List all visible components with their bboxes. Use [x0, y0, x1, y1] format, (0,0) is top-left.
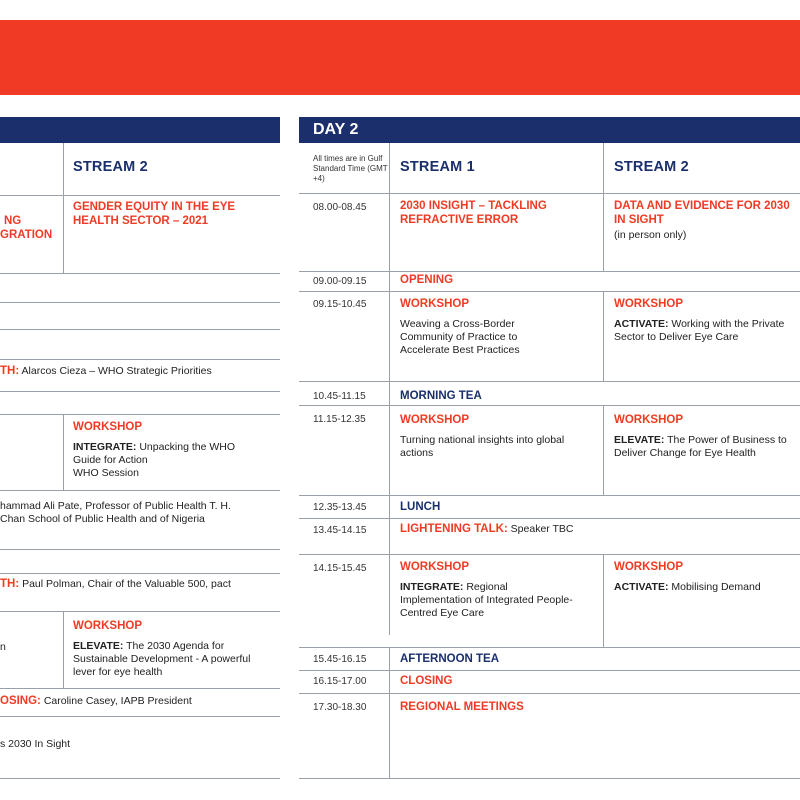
- time-1730: 17.30-18.30: [313, 702, 367, 713]
- r8-s2-text: ACTIVATE: Mobilising Demand: [614, 581, 761, 593]
- day1-stream2-header: STREAM 2: [73, 159, 148, 175]
- r5-s2-text: ELEVATE: The Power of Business to Deliver Change for Eye Health: [614, 434, 787, 459]
- session-2030-insight: 2030 INSIGHT – TACKLING REFRACTIVE ERROR: [400, 200, 547, 226]
- day2-stream1-header: STREAM 1: [400, 159, 475, 175]
- time-1235: 12.35-13.45: [313, 502, 367, 513]
- r3-s2-text: ACTIVATE: Working with the Private Sector to Deliver Eye Care: [614, 318, 785, 343]
- time-1115: 11.15-12.35: [313, 414, 366, 425]
- day1-stream2-title: GENDER EQUITY IN THE EYE HEALTH SECTOR – 2021: [73, 201, 236, 227]
- time-1545: 15.45-16.15: [313, 654, 367, 665]
- r8-s1-label: WORKSHOP: [400, 561, 469, 573]
- day1-keynote2: hammad Ali Pate, Professor of Public Health T. H. Chan School of Public Health and of Nigeria: [0, 500, 231, 525]
- time-0900: 09.00-09.15: [313, 276, 367, 287]
- time-1415: 14.15-15.45: [313, 563, 367, 574]
- session-lightening-talk: LIGHTENING TALK: Speaker TBC: [400, 523, 574, 535]
- day1-header-bar: [0, 117, 280, 143]
- day1-final: s 2030 In Sight: [0, 738, 71, 750]
- day2-header-bar: [299, 117, 800, 143]
- time-0800: 08.00-08.45: [313, 202, 367, 213]
- r8-s1-text: INTEGRATE: Regional Implementation of Integrated People-Centred Eye Care: [400, 581, 573, 619]
- header-banner: [0, 20, 800, 95]
- day1-workshop2-text: ELEVATE: The 2030 Agenda for Sustainable Development - A powerful lever for eye health: [73, 640, 251, 678]
- session-regional-meetings: REGIONAL MEETINGS: [400, 701, 524, 713]
- r8-s2-label: WORKSHOP: [614, 561, 683, 573]
- r3-s1-text: Weaving a Cross-Border Community of Practice to Accelerate Best Practices: [400, 318, 520, 356]
- day2-title: DAY 2: [313, 121, 359, 138]
- day1-workshop-label: WORKSHOP: [73, 421, 142, 433]
- r3-s2-label: WORKSHOP: [614, 298, 683, 310]
- r5-s1-text: Turning national insights into global actions: [400, 434, 565, 459]
- day1-keynote1: TH: Alarcos Cieza – WHO Strategic Priorities: [0, 365, 212, 377]
- session-afternoon-tea: AFTERNOON TEA: [400, 653, 500, 665]
- time-0915: 09.15-10.45: [313, 299, 367, 310]
- r5-s1-label: WORKSHOP: [400, 414, 469, 426]
- session-data-evidence: DATA AND EVIDENCE FOR 2030 IN SIGHT: [614, 200, 790, 226]
- session-opening: OPENING: [400, 274, 454, 286]
- time-1615: 16.15-17.00: [313, 676, 367, 687]
- session-lunch: LUNCH: [400, 501, 441, 513]
- day1-closing: OSING: Caroline Casey, IAPB President: [0, 695, 192, 707]
- session-data-evidence-note: (in person only): [614, 229, 687, 241]
- day2-stream2-header: STREAM 2: [614, 159, 689, 175]
- day1-workshop2-label: WORKSHOP: [73, 620, 142, 632]
- day1-keynote3: TH: Paul Polman, Chair of the Valuable 500, pact: [0, 578, 231, 590]
- day1-workshop-text: INTEGRATE: Unpacking the WHO Guide for Action WHO Session: [73, 441, 236, 479]
- session-morning-tea: MORNING TEA: [400, 390, 482, 402]
- session-closing: CLOSING: [400, 675, 453, 687]
- day1-stream1-title-fragment: NG GRATION: [0, 215, 53, 241]
- day2-time-note: All times are in Gulf Standard Time (GMT +4): [313, 154, 388, 183]
- time-1045: 10.45-11.15: [313, 391, 366, 402]
- day1-stream1-fragment: n: [0, 641, 6, 653]
- r3-s1-label: WORKSHOP: [400, 298, 469, 310]
- r5-s2-label: WORKSHOP: [614, 414, 683, 426]
- time-1345: 13.45-14.15: [313, 525, 367, 536]
